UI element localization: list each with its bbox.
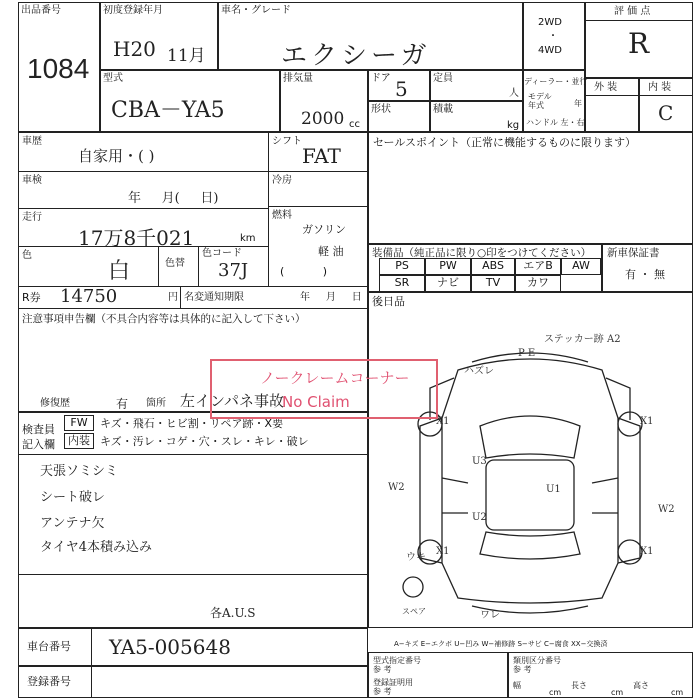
capacity-label: 定員 — [433, 73, 453, 84]
drive-2wd: 2WD — [538, 17, 562, 28]
mileage-label: 走行 — [22, 212, 42, 223]
mark-sticker: ステッカー跡 A2 — [544, 334, 621, 345]
equip-pw: PW — [425, 258, 471, 275]
equip-tv: TV — [471, 275, 515, 292]
width-label: 幅 — [513, 681, 521, 690]
chassis-box — [18, 628, 368, 666]
no-claim-en: No Claim — [282, 393, 350, 411]
equip-sr: SR — [379, 275, 425, 292]
exterior-box — [585, 78, 639, 132]
shape-box — [368, 101, 430, 132]
mark-x1-rl: X1 — [436, 546, 450, 557]
lot-label: 出品番号 — [21, 5, 61, 16]
height-label: 高さ — [633, 681, 649, 690]
mileage-value: 17万8千021 — [78, 226, 195, 250]
history-label: 車歴 — [22, 136, 42, 147]
mark-hazure: ハズレ — [464, 366, 494, 377]
name-box — [218, 2, 523, 70]
chassis-label: 車台番号 — [27, 640, 71, 653]
exterior-label: 外 装 — [594, 82, 618, 93]
equip-navi: ナビ — [425, 275, 471, 292]
in-label: 内装 — [64, 433, 94, 449]
width-unit: cm — [549, 688, 562, 697]
dealer-label: ディーラー・並行 — [524, 77, 588, 86]
name-label: 車名・グレード — [221, 5, 291, 16]
first-reg-label: 初度登録年月 — [103, 5, 163, 16]
warranty-value: 有 ・ 無 — [625, 268, 665, 281]
mark-x1-fr: X1 — [640, 416, 654, 427]
model-year-unit: 年 — [574, 99, 582, 108]
shift-value: FAT — [302, 144, 341, 168]
repair-detail: 左インパネ事故 — [180, 392, 284, 410]
color-code-title: 色コード — [202, 248, 242, 259]
first-reg-month: 11月 — [167, 46, 206, 66]
registration-box — [18, 666, 368, 698]
mark-uki: ウキ — [406, 552, 426, 563]
fuel-label: 燃料 — [272, 210, 292, 221]
chassis-value: YA5-005648 — [109, 635, 231, 659]
displacement-value: 2000 — [301, 109, 345, 129]
warranty-label: 新車保証書 — [607, 247, 660, 259]
model-box — [100, 70, 280, 132]
doors-label: ドア — [371, 73, 391, 84]
mark-x1-rr: X1 — [640, 546, 654, 557]
category-label: 類別区分番号 参 考 — [513, 656, 561, 674]
model-year-label: モデル 年式 — [528, 92, 552, 110]
equip-abs: ABS — [471, 258, 515, 275]
r-unit: 円 — [168, 292, 178, 303]
damage-legend: A−キズ E−エクボ U−凹み W−補修跡 S−サビ C−腐食 XX−交換済 — [394, 640, 608, 648]
notes-label: 注意事項申告欄（不具合内容等は具体的に記入して下さい） — [22, 313, 306, 325]
color-code-value: 37J — [218, 260, 249, 281]
interior-label: 内 装 — [648, 82, 672, 93]
shape-label: 形状 — [371, 104, 391, 115]
mark-u3: U3 — [472, 456, 487, 467]
interior-box — [639, 78, 693, 132]
repair-value: 有 — [116, 397, 129, 411]
mileage-unit: km — [240, 233, 256, 244]
capacity-box — [430, 70, 523, 101]
drive-box — [523, 2, 585, 70]
r-value: 14750 — [60, 286, 118, 307]
sales-point-box — [368, 132, 693, 244]
inspector-bottom-note: 各A.U.S — [210, 606, 256, 620]
mark-pe: P E — [518, 348, 536, 359]
inspection-label: 車検 — [22, 175, 42, 186]
fw-items: キズ・飛石・ヒビ割・リペア跡・X要 — [100, 417, 284, 430]
car-damage-diagram — [368, 308, 693, 628]
equip-airbag: エアB — [515, 258, 561, 275]
repair-detail-label: 箇所 — [146, 398, 166, 409]
after-label: 後日品 — [372, 295, 405, 308]
no-claim-stamp — [210, 359, 438, 419]
fuel-gasoline: ガソリン — [302, 223, 346, 236]
registration-label: 登録番号 — [27, 675, 71, 688]
first-reg-box — [100, 2, 218, 70]
mark-w2-left: W2 — [388, 482, 405, 493]
drive-4wd: 4WD — [538, 45, 562, 56]
drive-dot: ・ — [548, 31, 558, 42]
color-label: 色 — [22, 250, 32, 261]
name-change-label: 名変通知期限 — [184, 292, 244, 303]
designation-box — [368, 652, 508, 698]
displacement-box — [280, 70, 368, 132]
mark-u1: U1 — [546, 484, 561, 495]
displacement-unit: cc — [349, 119, 360, 130]
sales-point-title: セールスポイント（正常に機能するものに限ります） — [373, 136, 637, 149]
model-label: 型式 — [103, 73, 123, 84]
inspector-note-1: 天張ソミシミ — [40, 464, 119, 479]
load-box — [430, 101, 523, 132]
score-box — [585, 2, 693, 78]
score-value: R — [628, 27, 650, 60]
mark-u2: U2 — [472, 512, 487, 523]
equip-aw: AW — [561, 258, 601, 275]
length-unit: cm — [611, 688, 624, 697]
inspector-title: 検査員 記入欄 — [22, 423, 55, 451]
no-claim-jp: ノークレームコーナー — [260, 369, 410, 387]
inspector-note-2: シート破レ — [40, 490, 106, 505]
handle-label: ハンドル 左・右 — [526, 118, 585, 127]
load-unit: kg — [507, 120, 520, 131]
doors-box — [368, 70, 430, 101]
in-items: キズ・汚レ・コゲ・穴・スレ・キレ・破レ — [100, 435, 309, 448]
designation-label: 型式指定番号 参 考 — [373, 656, 421, 674]
category-box — [508, 652, 693, 698]
color-change-label: 色替 — [165, 258, 185, 269]
lot-number: 1084 — [27, 53, 90, 84]
mark-spare: スペア — [402, 607, 426, 616]
equip-leather: カワ — [515, 275, 561, 292]
r-label: R券 — [22, 291, 41, 304]
repair-label: 修復歴 — [40, 398, 70, 409]
mark-ware: ワレ — [480, 610, 500, 621]
inspector-note-4: タイヤ4本積み込み — [40, 540, 153, 555]
score-label: 評 価 点 — [614, 6, 651, 17]
dealer-box — [523, 70, 588, 132]
color-value: 白 — [108, 259, 131, 284]
name-value: エクシーガ — [281, 41, 431, 71]
inspection-value: 年 月( 日) — [128, 191, 219, 206]
equip-ps: PS — [379, 258, 425, 275]
doors-value: 5 — [395, 77, 408, 101]
equipment-grid — [379, 258, 601, 292]
warranty-box — [602, 244, 693, 292]
fuel-diesel: 軽 油 — [318, 245, 344, 258]
model-value: CBA－YA5 — [111, 98, 225, 123]
name-change-value: 年 月 日 — [300, 292, 362, 303]
fuel-other: ( ) — [280, 265, 328, 278]
capacity-unit: 人 — [509, 88, 519, 99]
cooler-label: 冷房 — [272, 175, 292, 186]
first-reg-era: H20 — [113, 37, 156, 61]
length-label: 長さ — [571, 681, 587, 690]
mark-w2-right: W2 — [658, 504, 675, 515]
fw-label: FW — [64, 415, 94, 431]
auth-label: 登録証明用 参 考 — [373, 678, 413, 696]
interior-value: C — [658, 101, 674, 125]
mark-x1-fl: X1 — [436, 416, 450, 427]
height-unit: cm — [671, 688, 684, 697]
shift-label: シフト — [272, 136, 302, 147]
lot-box — [18, 2, 100, 132]
displacement-label: 排気量 — [283, 73, 313, 84]
history-value: 自家用・( ) — [78, 147, 155, 165]
inspector-note-3: アンテナ欠 — [40, 516, 105, 531]
load-label: 積載 — [433, 104, 453, 115]
auction-sheet — [18, 2, 693, 698]
equipment-title: 装備品（純正品に限り○印をつけてください） — [372, 247, 592, 259]
